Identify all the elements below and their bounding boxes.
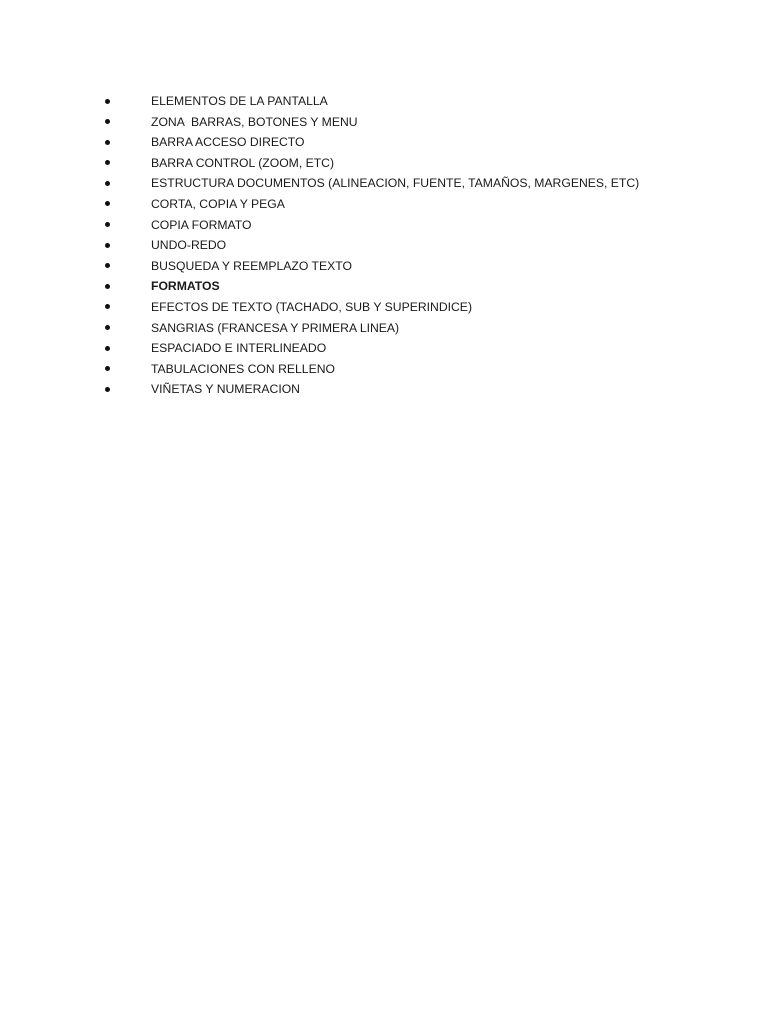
list-item-text: ESTRUCTURA DOCUMENTOS (ALINEACION, FUENTE, TAMAÑOS, MARGENES, ETC) xyxy=(151,176,640,191)
list-item-text: BARRA CONTROL (ZOOM, ETC) xyxy=(151,155,335,170)
bullet-icon xyxy=(105,222,110,227)
list-item-text: UNDO-REDO xyxy=(151,238,227,253)
list-item-text: ZONA BARRAS, BOTONES Y MENU xyxy=(151,114,358,129)
list-item-text: COPIA FORMATO xyxy=(151,217,252,232)
bullet-icon xyxy=(105,325,110,330)
list-item-text: ESPACIADO E INTERLINEADO xyxy=(151,341,327,356)
list-item-text: TABULACIONES CON RELLENO xyxy=(151,361,335,376)
list-item-text: ELEMENTOS DE LA PANTALLA xyxy=(151,94,328,108)
list-item-text: FORMATOS xyxy=(151,279,220,294)
bullet-icon xyxy=(105,140,110,145)
list-item-text: BUSQUEDA Y REEMPLAZO TEXTO xyxy=(151,258,352,273)
bullet-icon xyxy=(105,263,110,268)
bullet-icon xyxy=(105,284,110,289)
list-item-text: SANGRIAS (FRANCESA Y PRIMERA LINEA) xyxy=(151,320,400,335)
list-item-text: EFECTOS DE TEXTO (TACHADO, SUB Y SUPERINDICE) xyxy=(151,299,472,314)
bullet-icon xyxy=(105,346,110,351)
bullet-icon xyxy=(105,304,110,309)
bullet-icon xyxy=(105,366,110,371)
list-item-text: BARRA ACCESO DIRECTO xyxy=(151,135,305,150)
bullet-icon xyxy=(105,387,110,392)
bullet-icon xyxy=(105,181,110,186)
list-item-text: CORTA, COPIA Y PEGA xyxy=(151,196,285,211)
bullet-icon xyxy=(105,119,110,124)
bullet-icon xyxy=(105,201,110,206)
bullet-icon xyxy=(105,243,110,248)
bullet-icon xyxy=(105,99,110,104)
bullet-icon xyxy=(105,160,110,165)
list-item-text: VIÑETAS Y NUMERACION xyxy=(151,382,300,397)
